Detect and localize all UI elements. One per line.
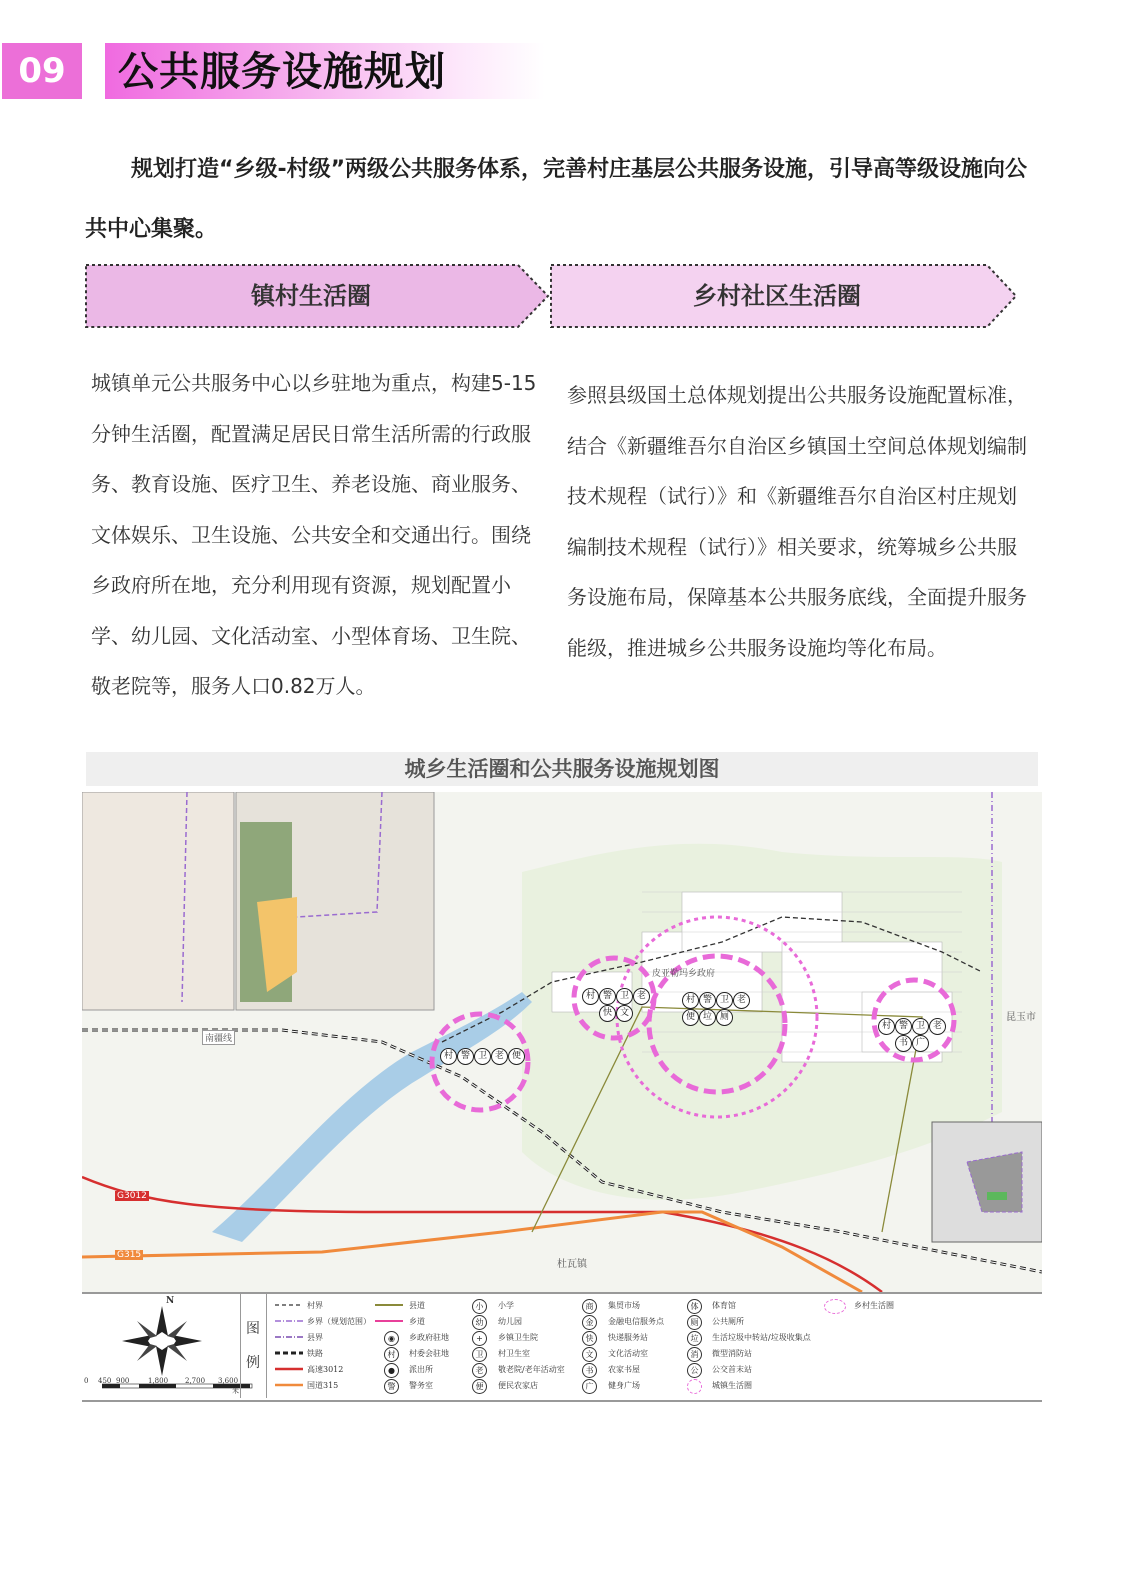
legend-county-boundary: 县界 [307, 1333, 323, 1342]
elderly-icon: 老 [929, 1018, 946, 1035]
legend-library: 农家书屋 [608, 1365, 640, 1374]
kindergarten-icon: 幼 [472, 1315, 487, 1330]
banner-left-label: 镇村生活圈 [251, 282, 371, 310]
village-icon: 村 [582, 988, 599, 1005]
banner-town-village [84, 263, 552, 329]
health-center-icon: + [472, 1331, 487, 1346]
planning-map [82, 792, 1042, 1292]
label-duwa: 杜瓦镇 [557, 1259, 587, 1270]
legend-school: 小学 [498, 1301, 514, 1310]
garbage-icon: 垃 [699, 1009, 716, 1026]
legend-township-road: 乡道 [409, 1317, 425, 1326]
scale-1800: 1,800 [148, 1377, 169, 1385]
legend-police-room: 警务室 [409, 1381, 433, 1390]
elderly-icon: 老 [633, 988, 650, 1005]
right-column-text: 参照县级国土总体规划提出公共服务设施配置标准，结合《新疆维吾尔自治区乡镇国土空间总体规划编制技术规程（试行）》和《新疆维吾尔自治区村庄规划编制技术规程（试行）》相关要求，统筹城乡公共服务设施布局，保障基本公共服务底线，全面提升服务能级，推进城乡公共服务设施均等化布局。 [567, 383, 1027, 660]
label-township: 皮亚勒玛乡政府 [652, 969, 716, 979]
village-icon: 村 [440, 1048, 457, 1065]
map-legend [82, 1292, 1042, 1402]
village-circle-icon [824, 1299, 846, 1314]
library-icon: 书 [582, 1363, 597, 1378]
clinic-icon: 卫 [616, 988, 633, 1005]
legend-county-road: 县道 [409, 1301, 425, 1310]
plaza-icon: 广 [582, 1379, 597, 1394]
plaza-icon: 广 [912, 1035, 929, 1052]
clinic-icon: 卫 [912, 1018, 929, 1035]
toilet-icon: 厕 [716, 1009, 733, 1026]
legend-township-gov: 乡政府驻地 [409, 1333, 449, 1342]
township-gov-icon: ◉ [384, 1331, 399, 1346]
legend-fire-station: 微型消防站 [712, 1349, 752, 1358]
bus-station-icon: 公 [687, 1363, 702, 1378]
police-room-icon: 警 [384, 1379, 399, 1394]
police-station-icon: ● [384, 1363, 399, 1378]
scale-450: 450 [98, 1377, 112, 1385]
intro-paragraph [85, 140, 1035, 260]
legend-police-station: 派出所 [409, 1365, 433, 1374]
scale-0: 0 [84, 1377, 89, 1385]
legend-health-center: 乡镇卫生院 [498, 1333, 538, 1342]
legend-elderly: 敬老院/老年活动室 [498, 1365, 565, 1374]
banner-right-label: 乡村社区生活圈 [693, 282, 861, 310]
scale-900: 900 [116, 1377, 130, 1385]
clinic-icon: 卫 [472, 1347, 487, 1362]
culture-icon: 文 [616, 1005, 633, 1022]
clinic-icon: 卫 [716, 992, 733, 1009]
town-circle-icon [687, 1379, 702, 1394]
legend-finance: 金融电信服务点 [608, 1317, 664, 1326]
garbage-icon: 垃 [687, 1331, 702, 1346]
school-icon: 小 [472, 1299, 487, 1314]
library-icon: 书 [895, 1035, 912, 1052]
culture-icon: 文 [582, 1347, 597, 1362]
express-icon: 快 [599, 1005, 616, 1022]
village-icon: 村 [682, 992, 699, 1009]
legend-railway: 铁路 [307, 1349, 323, 1358]
banner-rural-community [549, 263, 1019, 329]
legend-plaza: 健身广场 [608, 1381, 640, 1390]
store-icon: 便 [682, 1009, 699, 1026]
market-icon: 商 [582, 1299, 597, 1314]
police-icon: 警 [895, 1018, 912, 1035]
legend-express: 快递服务站 [608, 1333, 648, 1342]
left-column-text: 城镇单元公共服务中心以乡驻地为重点，构建5-15分钟生活圈，配置满足居民日常生活所需的行政服务、教育设施、医疗卫生、养老设施、商业服务、文体娱乐、卫生设施、公共安全和交通出行。围绕乡政府所在地，充分利用现有资源，规划配置小学、幼儿园、文化活动室、小型体育场、卫生院、敬老院等，服务人口0.82万人。 [91, 371, 537, 698]
legend-national-road: 国道315 [307, 1381, 339, 1390]
store-icon: 便 [508, 1048, 525, 1065]
finance-icon: 金 [582, 1315, 597, 1330]
legend-village-committee: 村委会驻地 [409, 1349, 449, 1358]
legend-village-circle: 乡村生活圈 [854, 1301, 894, 1310]
section-number: 09 [2, 43, 82, 99]
legend-gym: 体育馆 [712, 1301, 736, 1310]
legend-expressway: 高速3012 [307, 1365, 344, 1374]
label-g315: G315 [117, 1250, 142, 1260]
north-label: N [166, 1296, 175, 1306]
elderly-icon: 老 [472, 1363, 487, 1378]
intro-text: 规划打造“乡级-村级”两级公共服务体系，完善村庄基层公共服务设施，引导高等级设施向公共中心集聚。 [85, 157, 1028, 242]
legend-store: 便民农家店 [498, 1381, 538, 1390]
scale-2700: 2,700 [185, 1377, 206, 1385]
legend-town-circle: 城镇生活圈 [712, 1381, 752, 1390]
legend-divider [240, 1294, 241, 1398]
police-icon: 警 [457, 1048, 474, 1065]
legend-market: 集贸市场 [608, 1301, 640, 1310]
legend-divider [266, 1294, 267, 1398]
map-title: 城乡生活圈和公共服务设施规划图 [404, 757, 720, 781]
legend-garbage: 生活垃圾中转站/垃圾收集点 [712, 1333, 811, 1342]
legend-label-tu: 图 [246, 1321, 260, 1337]
village-committee-icon: 村 [384, 1347, 399, 1362]
label-kunyu: 昆玉市 [1006, 1012, 1036, 1023]
police-icon: 警 [699, 992, 716, 1009]
elderly-icon: 老 [491, 1048, 508, 1065]
express-icon: 快 [582, 1331, 597, 1346]
elderly-icon: 老 [733, 992, 750, 1009]
legend-line-swatches [275, 1296, 305, 1396]
gym-icon: 体 [687, 1299, 702, 1314]
clinic-icon: 卫 [474, 1048, 491, 1065]
police-icon: 警 [599, 988, 616, 1005]
fire-station-icon: 消 [687, 1347, 702, 1362]
page-title: 公共服务设施规划 [118, 49, 446, 95]
legend-township-boundary: 乡界（规划范围） [307, 1317, 371, 1326]
legend-toilet: 公共厕所 [712, 1317, 744, 1326]
legend-label-li: 例 [246, 1355, 260, 1371]
scale-unit: 米 [232, 1387, 239, 1395]
scale-3600: 3,600 [218, 1377, 239, 1385]
label-nanjiang: 南疆线 [202, 1030, 235, 1045]
legend-village-boundary: 村界 [307, 1301, 323, 1310]
store-icon: 便 [472, 1379, 487, 1394]
legend-culture: 文化活动室 [608, 1349, 648, 1358]
toilet-icon: 厕 [687, 1315, 702, 1330]
label-g3012: G3012 [117, 1191, 147, 1201]
legend-kindergarten: 幼儿园 [498, 1317, 522, 1326]
village-icon: 村 [878, 1018, 895, 1035]
legend-bus-station: 公交首末站 [712, 1365, 752, 1374]
legend-clinic: 村卫生室 [498, 1349, 530, 1358]
